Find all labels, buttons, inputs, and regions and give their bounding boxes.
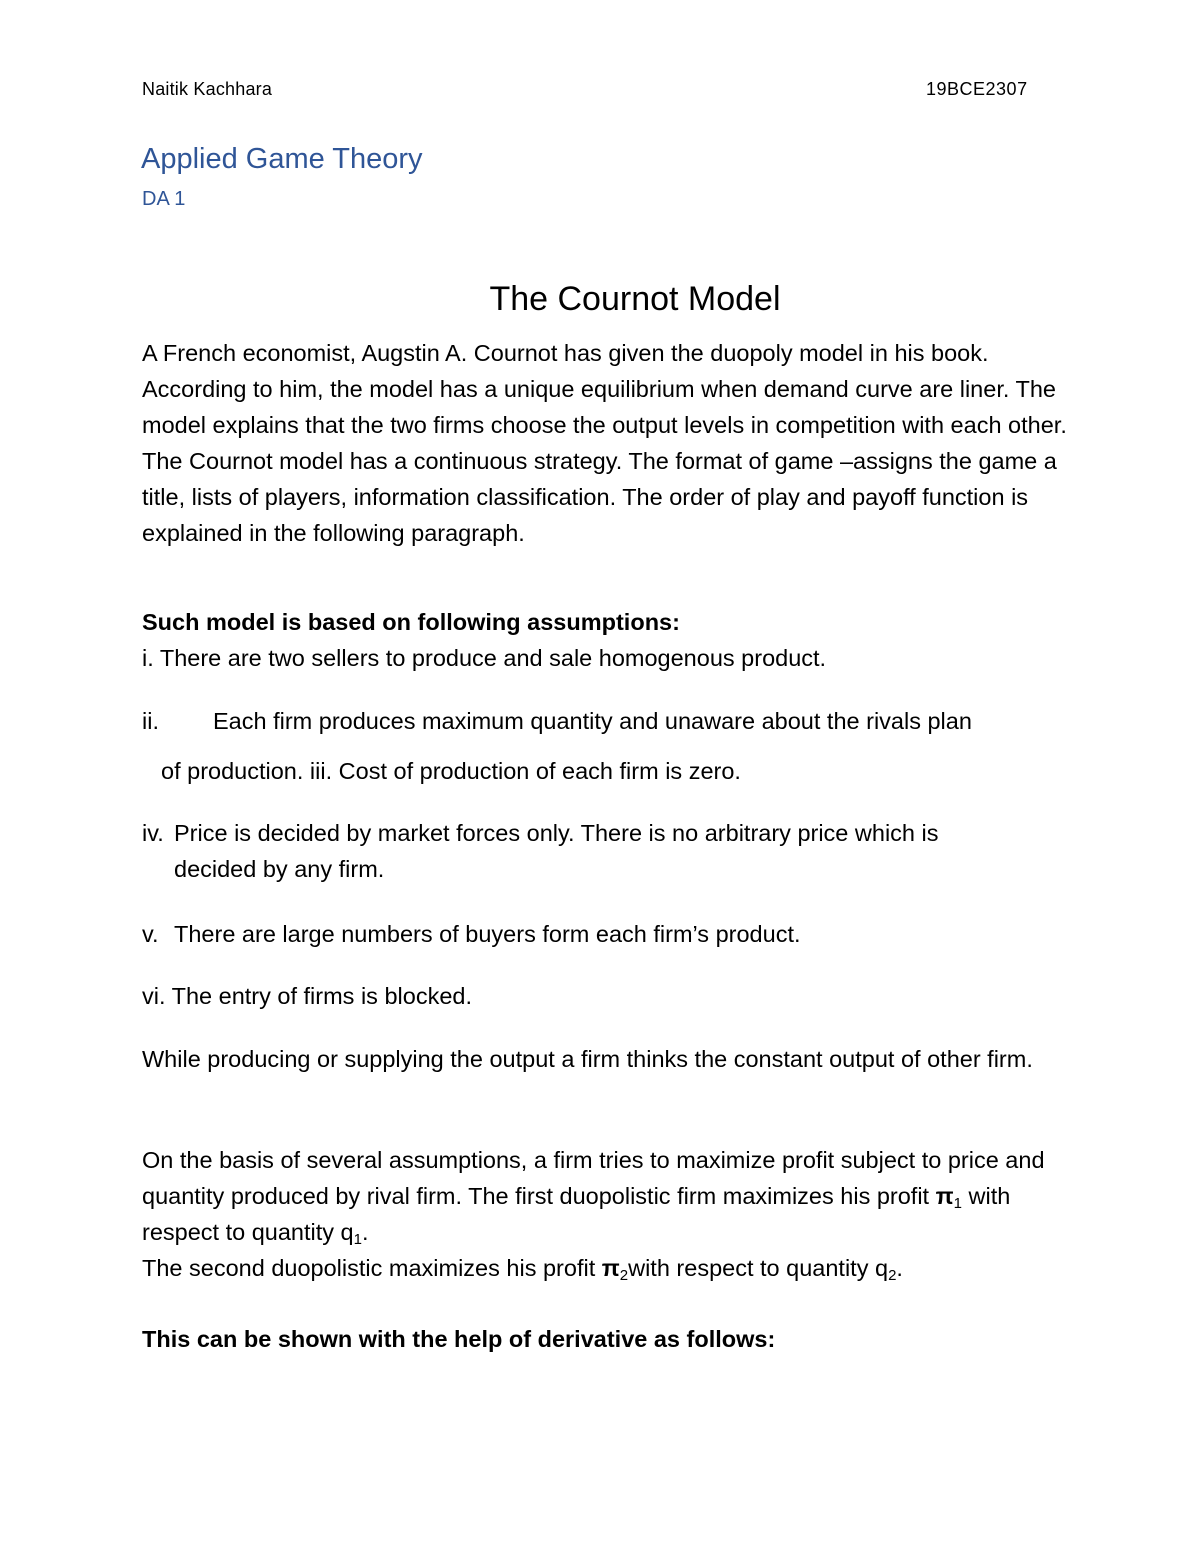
assumption-item-2-text: Each firm produces maximum quantity and unaware about the rivals plan <box>213 708 972 734</box>
subscript-q2: 2 <box>888 1267 897 1284</box>
header-author: Naitik Kachhara <box>142 79 273 99</box>
pi-symbol-2: π <box>601 1255 620 1281</box>
basis-paragraph <box>142 1142 1072 1250</box>
second-firm-paragraph <box>142 1250 1072 1286</box>
assumption-item-5 <box>142 916 1072 952</box>
section-heading: The Cournot Model <box>489 280 781 318</box>
assumption-item-2 <box>142 703 1072 739</box>
basis-text-start: On the basis of several assumptions, a firm tries to maximize profit subject to price and quantity produced by rival firm. The first duopolistic firm maximizes his profit <box>142 1147 1045 1209</box>
assumptions-heading: Such model is based on following assumptions: <box>142 609 680 635</box>
subscript-q1: 1 <box>353 1231 362 1248</box>
document-subtitle: DA 1 <box>142 188 186 210</box>
header-student-id: 19BCE2307 <box>926 79 1028 99</box>
assumption-item-4 <box>142 815 1072 851</box>
assumption-item-4-number: iv. <box>142 820 164 846</box>
derivative-heading: This can be shown with the help of derivative as follows: <box>142 1326 776 1352</box>
pi-symbol: π <box>935 1183 954 1209</box>
assumption-item-6: vi. The entry of firms is blocked. <box>142 983 472 1009</box>
second-text-start: The second duopolistic maximizes his profit <box>142 1255 602 1281</box>
assumption-item-2-number: ii. <box>142 708 159 734</box>
assumption-item-5-number: v. <box>142 921 159 947</box>
second-text-mid: with respect to quantity q <box>628 1255 889 1281</box>
assumption-item-2-continuation: of production. iii. Cost of production of each firm is zero. <box>161 758 741 784</box>
assumption-item-1: i. There are two sellers to produce and sale homogenous product. <box>142 645 827 671</box>
assumption-item-5-text: There are large numbers of buyers form each firm’s product. <box>174 921 801 947</box>
subscript-1: 1 <box>953 1195 962 1212</box>
assumption-item-4-text: Price is decided by market forces only. There is no arbitrary price which is <box>174 820 939 846</box>
assumption-item-4-continuation: decided by any firm. <box>174 856 385 882</box>
while-paragraph: While producing or supplying the output a firm thinks the constant output of other firm. <box>142 1046 1033 1072</box>
basis-text-mid: with respect to quantity q <box>142 1183 1011 1245</box>
basis-period: . <box>361 1219 369 1245</box>
subscript-2: 2 <box>619 1267 629 1284</box>
intro-paragraph: A French economist, Augstin A. Cournot has given the duopoly model in his book. According to him, the model has a unique equilibrium when demand curve are liner. The model explains that the two firms choose the output levels in competition with each other. The Cournot model has a continuous strategy. The format of game –assigns the game a title, lists of players, information classification. The order of play and payoff function is explained in the following paragraph. <box>142 340 1067 546</box>
second-period: . <box>896 1255 903 1281</box>
document-title: Applied Game Theory <box>141 143 423 175</box>
